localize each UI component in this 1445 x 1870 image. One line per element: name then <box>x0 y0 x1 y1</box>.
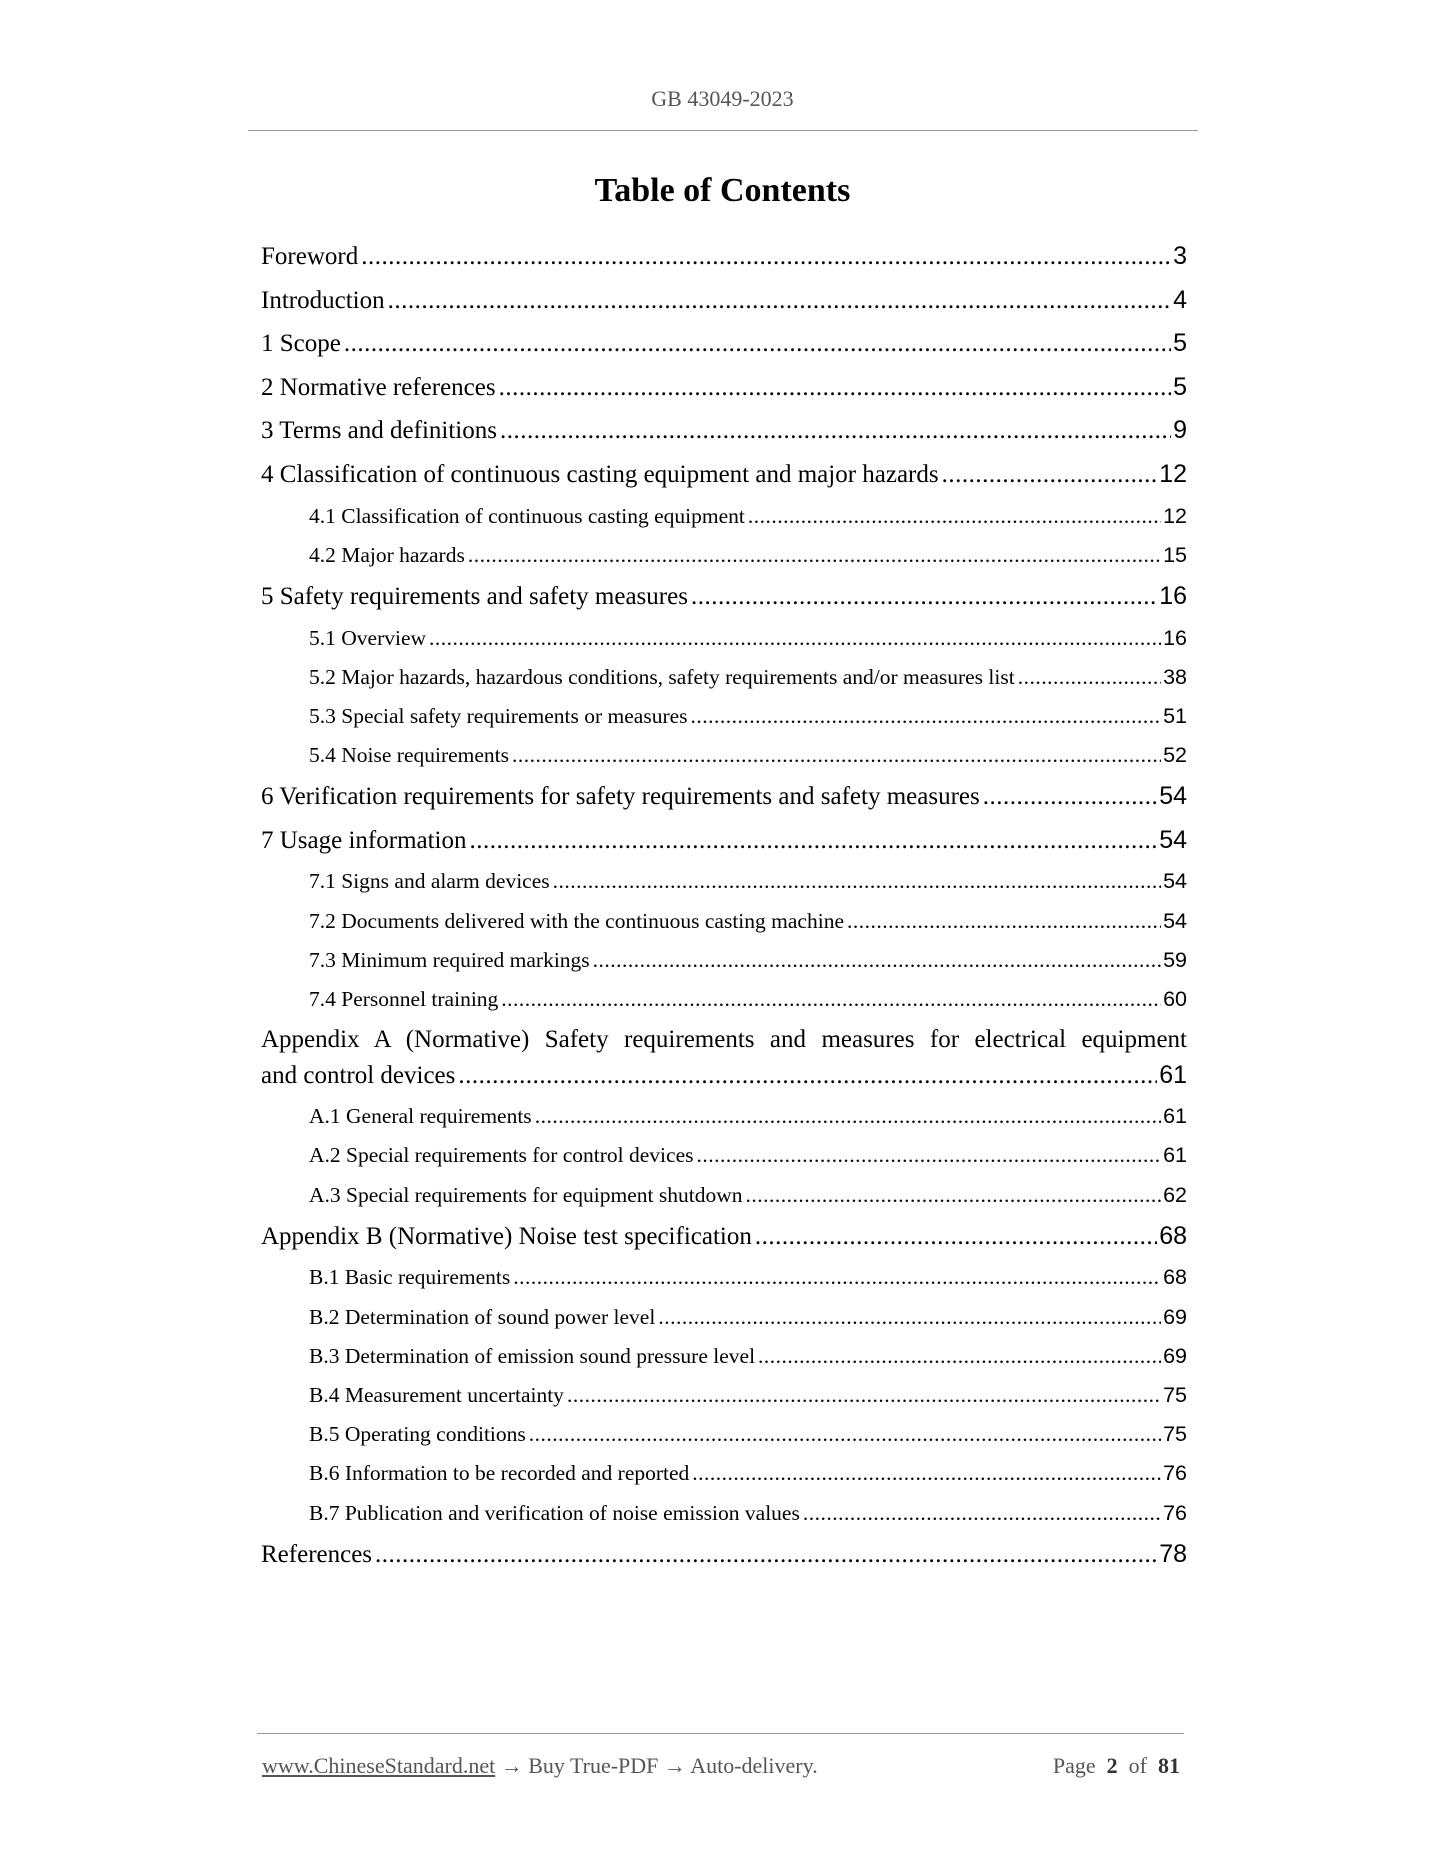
toc-entry[interactable] <box>261 279 1187 323</box>
toc-entry-row <box>309 736 1187 775</box>
toc-entry-row <box>309 1298 1187 1337</box>
running-header: GB 43049-2023 <box>651 86 794 111</box>
toc-entry-page-number: 38 <box>1163 664 1187 689</box>
toc-entry-row <box>309 1136 1187 1175</box>
current-page-number: 2 <box>1106 1753 1118 1778</box>
toc-entry[interactable] <box>261 980 1187 1019</box>
dot-leader <box>658 1298 1161 1337</box>
toc-entry[interactable] <box>261 775 1187 819</box>
toc-entry-label: 7.2 Documents delivered with the continuous casting machine <box>309 908 844 933</box>
toc-entry[interactable] <box>261 536 1187 575</box>
toc-entry-label: 7 Usage information <box>261 826 467 854</box>
toc-entry-label: 5 Safety requirements and safety measures <box>261 582 688 610</box>
toc-entry-page-number: 78 <box>1159 1539 1187 1568</box>
website-link[interactable]: www.ChineseStandard.net <box>262 1753 496 1778</box>
dot-leader <box>344 322 1171 366</box>
toc-entry-label: 3 Terms and definitions <box>261 417 497 445</box>
dot-leader <box>375 1533 1157 1577</box>
toc-entry-page-number: 76 <box>1163 1461 1187 1486</box>
header-divider <box>248 130 1198 131</box>
toc-entry-label: 2 Normative references <box>261 373 496 401</box>
toc-entry-row <box>309 1258 1187 1297</box>
toc-entry[interactable] <box>261 658 1187 697</box>
dot-leader <box>691 697 1162 736</box>
toc-entry-label: 5.3 Special safety requirements or measures <box>309 703 688 728</box>
dot-leader <box>1018 658 1161 697</box>
page-word: Page <box>1052 1753 1096 1778</box>
toc-entry-label: Appendix B (Normative) Noise test specification <box>261 1222 752 1250</box>
toc-entry-label: B.6 Information to be recorded and reported <box>309 1461 690 1486</box>
toc-entry-page-number: 68 <box>1163 1265 1187 1290</box>
toc-entry-page-number: 12 <box>1159 459 1187 488</box>
toc-entry-label: B.7 Publication and verification of noise emission values <box>309 1500 800 1525</box>
toc-entry[interactable] <box>261 235 1187 279</box>
toc-entry-page-number: 54 <box>1159 782 1187 811</box>
toc-entry[interactable] <box>261 1136 1187 1175</box>
toc-entry-label: 5.4 Noise requirements <box>309 743 510 768</box>
dot-leader <box>429 619 1161 658</box>
toc-entry-label: 1 Scope <box>261 330 341 358</box>
toc-entry-page-number: 16 <box>1159 581 1187 610</box>
page-title: Table of Contents <box>594 172 851 209</box>
toc-entry[interactable] <box>261 1454 1187 1493</box>
toc-entry-page-number: 9 <box>1173 416 1187 445</box>
toc-entry-row <box>309 1376 1187 1415</box>
toc-entry-page-number: 59 <box>1163 947 1187 972</box>
toc-entry-page-number: 12 <box>1163 503 1187 528</box>
toc-entry-page-number: 52 <box>1163 743 1187 768</box>
dot-leader <box>468 536 1161 575</box>
toc-entry-row <box>261 1215 1187 1259</box>
dot-leader <box>803 1494 1161 1533</box>
toc-entry[interactable] <box>261 862 1187 901</box>
toc-entry[interactable] <box>261 1019 1187 1097</box>
toc-entry-row <box>261 775 1187 819</box>
toc-entry-label: B.5 Operating conditions <box>309 1422 526 1447</box>
toc-entry-row <box>261 279 1187 323</box>
toc-entry[interactable] <box>261 497 1187 536</box>
toc-entry[interactable] <box>261 409 1187 453</box>
toc-entry-label: B.3 Determination of emission sound pressure level <box>309 1343 756 1368</box>
toc-entry-row <box>309 862 1187 901</box>
dot-leader <box>361 235 1171 279</box>
dot-leader <box>755 1215 1157 1259</box>
footer-divider <box>257 1733 1184 1734</box>
toc-entry[interactable] <box>261 1258 1187 1297</box>
toc-entry-row <box>309 902 1187 941</box>
arrow-right-icon: → <box>500 1753 523 1778</box>
dot-leader <box>470 819 1158 863</box>
toc-entry-row <box>309 619 1187 658</box>
toc-entry-row <box>309 1337 1187 1376</box>
toc-entry-page-number: 3 <box>1173 242 1187 270</box>
toc-entry-row <box>309 497 1187 536</box>
dot-leader <box>458 1059 1157 1094</box>
toc-entry-label: 7.3 Minimum required markings <box>309 947 590 972</box>
dot-leader <box>942 453 1158 497</box>
toc-entry[interactable] <box>261 1215 1187 1259</box>
buy-text: Buy True-PDF <box>528 1753 659 1778</box>
toc-entry[interactable] <box>261 941 1187 980</box>
arrow-right-icon: → <box>663 1753 686 1778</box>
toc-entry[interactable] <box>261 1533 1187 1577</box>
toc-entry-page-number: 5 <box>1173 329 1187 358</box>
dot-leader <box>692 1454 1161 1493</box>
dot-leader <box>691 575 1157 619</box>
delivery-text: Auto-delivery. <box>690 1753 818 1778</box>
toc-entry-page-number: 75 <box>1163 1382 1187 1407</box>
toc-entry-label: References <box>261 1540 373 1568</box>
toc-entry-page-number: 75 <box>1163 1422 1187 1447</box>
toc-entry-label: and control devices <box>261 1061 456 1089</box>
toc-entry-row <box>309 1176 1187 1215</box>
dot-leader <box>696 1136 1161 1175</box>
toc-entry-row <box>261 366 1187 410</box>
toc-entry-row <box>309 1454 1187 1493</box>
dot-leader <box>593 941 1161 980</box>
toc-entry-row <box>261 1533 1187 1577</box>
dot-leader <box>513 1258 1161 1297</box>
dot-leader <box>983 775 1157 819</box>
toc-entry[interactable] <box>261 1337 1187 1376</box>
toc-entry-label: 6 Verification requirements for safety requirements and safety measures <box>261 783 980 811</box>
dot-leader <box>501 980 1161 1019</box>
toc-entry-label: A.2 Special requirements for control devices <box>309 1143 694 1168</box>
dot-leader <box>388 279 1172 323</box>
toc-entry-page-number: 15 <box>1163 542 1187 567</box>
toc-entry-page-number: 69 <box>1163 1304 1187 1329</box>
toc-entry-row <box>261 235 1187 279</box>
toc-entry-page-number: 5 <box>1173 372 1187 401</box>
page-indicator <box>1053 1753 1180 1779</box>
toc-entry-label: 7.1 Signs and alarm devices <box>309 869 550 894</box>
toc-entry-label: B.2 Determination of sound power level <box>309 1304 656 1329</box>
toc-entry-label-line: Appendix A (Normative) Safety requirements and measures for electrical equipment <box>261 1026 1187 1054</box>
toc-entry-row <box>261 409 1187 453</box>
table-of-contents <box>261 235 1187 1576</box>
toc-entry-row <box>261 1058 1187 1094</box>
toc-entry-row <box>309 980 1187 1019</box>
toc-entry-page-number: 68 <box>1159 1221 1187 1250</box>
toc-entry-row <box>309 1097 1187 1136</box>
total-pages: 81 <box>1158 1753 1180 1778</box>
toc-entry-page-number: 69 <box>1163 1343 1187 1368</box>
toc-entry-row <box>261 322 1187 366</box>
toc-entry-label: 7.4 Personnel training <box>309 987 499 1012</box>
toc-entry-page-number: 4 <box>1173 285 1187 314</box>
dot-leader <box>567 1376 1161 1415</box>
dot-leader <box>758 1337 1161 1376</box>
toc-entry-row <box>309 536 1187 575</box>
toc-entry[interactable] <box>261 697 1187 736</box>
toc-entry-page-number: 61 <box>1163 1143 1187 1168</box>
dot-leader <box>499 366 1171 410</box>
toc-entry-label: B.4 Measurement uncertainty <box>309 1382 564 1407</box>
toc-entry-label: B.1 Basic requirements <box>309 1265 511 1290</box>
toc-entry-label: Foreword <box>261 243 359 270</box>
toc-entry-page-number: 54 <box>1163 869 1187 894</box>
dot-leader <box>553 862 1161 901</box>
toc-entry[interactable] <box>261 1176 1187 1215</box>
toc-entry-page-number: 51 <box>1163 703 1187 728</box>
toc-entry[interactable] <box>261 575 1187 619</box>
toc-entry[interactable] <box>261 902 1187 941</box>
dot-leader <box>748 497 1161 536</box>
toc-entry-row <box>309 941 1187 980</box>
footer-promo <box>262 1753 818 1779</box>
dot-leader <box>500 409 1171 453</box>
toc-entry[interactable] <box>261 819 1187 863</box>
toc-entry-row <box>261 575 1187 619</box>
toc-entry-row <box>309 658 1187 697</box>
toc-entry-label: 4 Classification of continuous casting equipment and major hazards <box>261 460 939 488</box>
toc-entry-label: A.1 General requirements <box>309 1104 532 1129</box>
toc-entry[interactable] <box>261 1494 1187 1533</box>
toc-entry[interactable] <box>261 736 1187 775</box>
toc-entry-page-number: 76 <box>1163 1500 1187 1525</box>
dot-leader <box>847 902 1161 941</box>
toc-entry-label: A.3 Special requirements for equipment shutdown <box>309 1182 743 1207</box>
toc-entry[interactable] <box>261 1097 1187 1136</box>
toc-entry-row <box>309 697 1187 736</box>
toc-entry[interactable] <box>261 1415 1187 1454</box>
toc-entry-row <box>309 1494 1187 1533</box>
toc-entry-page-number: 62 <box>1163 1182 1187 1207</box>
dot-leader <box>512 736 1161 775</box>
toc-entry-row <box>261 453 1187 497</box>
dot-leader <box>529 1415 1161 1454</box>
toc-entry-row <box>261 819 1187 863</box>
toc-entry-row <box>309 1415 1187 1454</box>
of-word: of <box>1128 1753 1147 1778</box>
toc-entry[interactable] <box>261 1376 1187 1415</box>
toc-entry-page-number: 60 <box>1163 987 1187 1012</box>
toc-entry[interactable] <box>261 366 1187 410</box>
toc-entry-label: 5.1 Overview <box>309 625 427 650</box>
toc-entry-label: Introduction <box>261 286 385 314</box>
toc-entry[interactable] <box>261 322 1187 366</box>
toc-entry-page-number: 54 <box>1163 908 1187 933</box>
toc-entry-page-number: 61 <box>1163 1104 1187 1129</box>
toc-entry-page-number: 61 <box>1159 1060 1187 1089</box>
toc-entry-label: 4.2 Major hazards <box>309 542 465 567</box>
toc-entry-page-number: 54 <box>1159 825 1187 854</box>
toc-entry-page-number: 16 <box>1163 625 1187 650</box>
dot-leader <box>535 1097 1161 1136</box>
toc-entry-label: 5.2 Major hazards, hazardous conditions, safety requirements and/or measures list <box>309 664 1015 689</box>
toc-entry[interactable] <box>261 1298 1187 1337</box>
dot-leader <box>746 1176 1162 1215</box>
toc-entry[interactable] <box>261 453 1187 497</box>
toc-entry-label: 4.1 Classification of continuous casting equipment <box>309 503 745 528</box>
toc-entry[interactable] <box>261 619 1187 658</box>
